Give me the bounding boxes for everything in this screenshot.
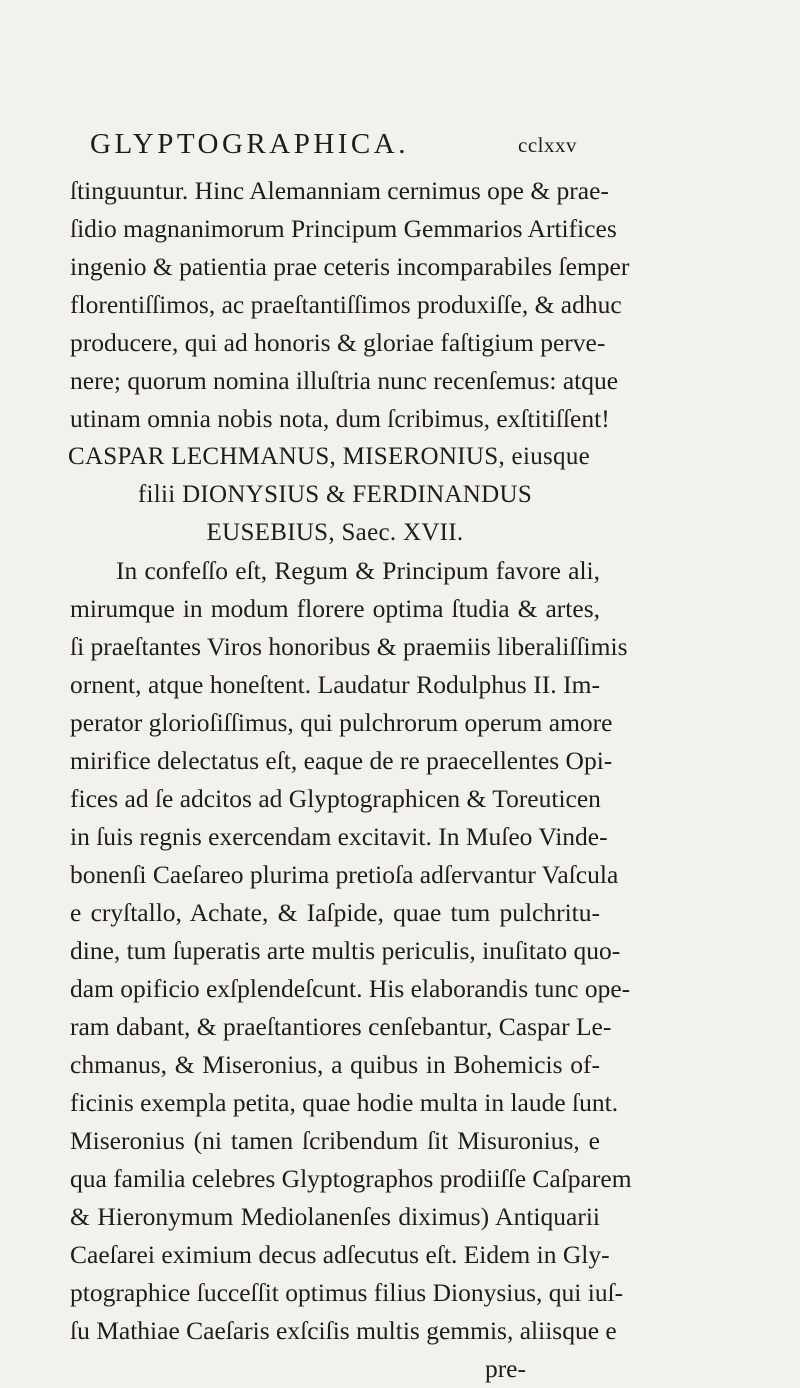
catchword: pre- — [484, 1354, 526, 1383]
text-line: ornent, atque honeſtent. Laudatur Rodulphus II. Im- — [70, 670, 600, 699]
text-line: ficinis exempla petita, quae hodie multa in laude ſunt. — [70, 1088, 619, 1117]
text-line: & Hieronymum Mediolanenſes diximus) Antiquarii — [70, 1202, 600, 1231]
page-header — [90, 128, 790, 168]
text-line: ſi praeſtantes Viros honoribus & praemiis liberaliſſimis — [70, 632, 628, 661]
text-line: ſtinguuntur. Hinc Alemanniam cernimus ope & prae- — [70, 176, 609, 205]
section-heading: CASPAR LECHMANUS, MISERONIUS, eiusque — [67, 443, 591, 470]
text-line: utinam omnia nobis nota, dum ſcribimus, exſtitiſſent! — [70, 404, 610, 433]
text-line: ſu Mathiae Caeſaris exſciſis multis gemmis, aliisque e — [70, 1316, 617, 1345]
text-line: fices ad ſe adcitos ad Glyptographicen & Toreuticen — [70, 784, 601, 813]
text-line: mirifice delectatus eſt, eaque de re praecellentes Opi- — [70, 746, 613, 775]
running-title: GLYPTOGRAPHICA. — [90, 128, 409, 160]
text-line: nere; quorum nomina illuſtria nunc recenſemus: atque — [70, 366, 619, 395]
text-line: dam opificio exſplendeſcunt. His elaborandis tunc ope- — [70, 974, 631, 1003]
text-line: ram dabant, & praeſtantiores cenſebantur, Caspar Le- — [70, 1012, 612, 1041]
text-line: producere, qui ad honoris & gloriae faſtigium perve- — [70, 328, 606, 357]
text-line: ingenio & patientia prae ceteris incomparabiles ſemper — [70, 252, 630, 281]
text-line: bonenſi Caeſareo plurima pretioſa adſervantur Vaſcula — [70, 860, 619, 889]
text-line: qua familia celebres Glyptographos prodiiſſe Caſparem — [70, 1164, 632, 1193]
text-line: mirumque in modum florere optima ſtudia & artes, — [70, 594, 600, 623]
text-line: ſidio magnanimorum Principum Gemmarios Artifices — [70, 214, 617, 243]
folio-number: cclxxv — [518, 133, 577, 157]
text-line: ptographice ſucceſſit optimus filius Dionysius, qui iuſ- — [70, 1278, 624, 1307]
text-line: In confeſſo eſt, Regum & Principum favore ali, — [116, 556, 600, 585]
text-line: Miseronius (ni tamen ſcribendum ſit Misuronius, e — [70, 1126, 600, 1155]
text-line: perator glorioſiſſimus, qui pulchrorum operum amore — [70, 708, 613, 737]
section-heading: filii DIONYSIUS & FERDINANDUS — [137, 481, 533, 508]
text-line: chmanus, & Miseronius, a quibus in Bohemicis of- — [70, 1050, 600, 1079]
text-line: dine, tum ſuperatis arte multis periculis, inuſitato quo- — [70, 936, 621, 965]
text-line: Caeſarei eximium decus adſecutus eſt. Eidem in Gly- — [70, 1240, 610, 1269]
text-line: in ſuis regnis exercendam excitavit. In Muſeo Vinde- — [70, 822, 608, 851]
section-heading: EUSEBIUS, Saec. XVII. — [206, 519, 464, 546]
body-text — [67, 172, 632, 1388]
text-line: florentiſſimos, ac praeſtantiſſimos produxiſſe, & adhuc — [70, 290, 622, 319]
text-line: e cryſtallo, Achate, & Iaſpide, quae tum pulchritu- — [70, 898, 600, 927]
